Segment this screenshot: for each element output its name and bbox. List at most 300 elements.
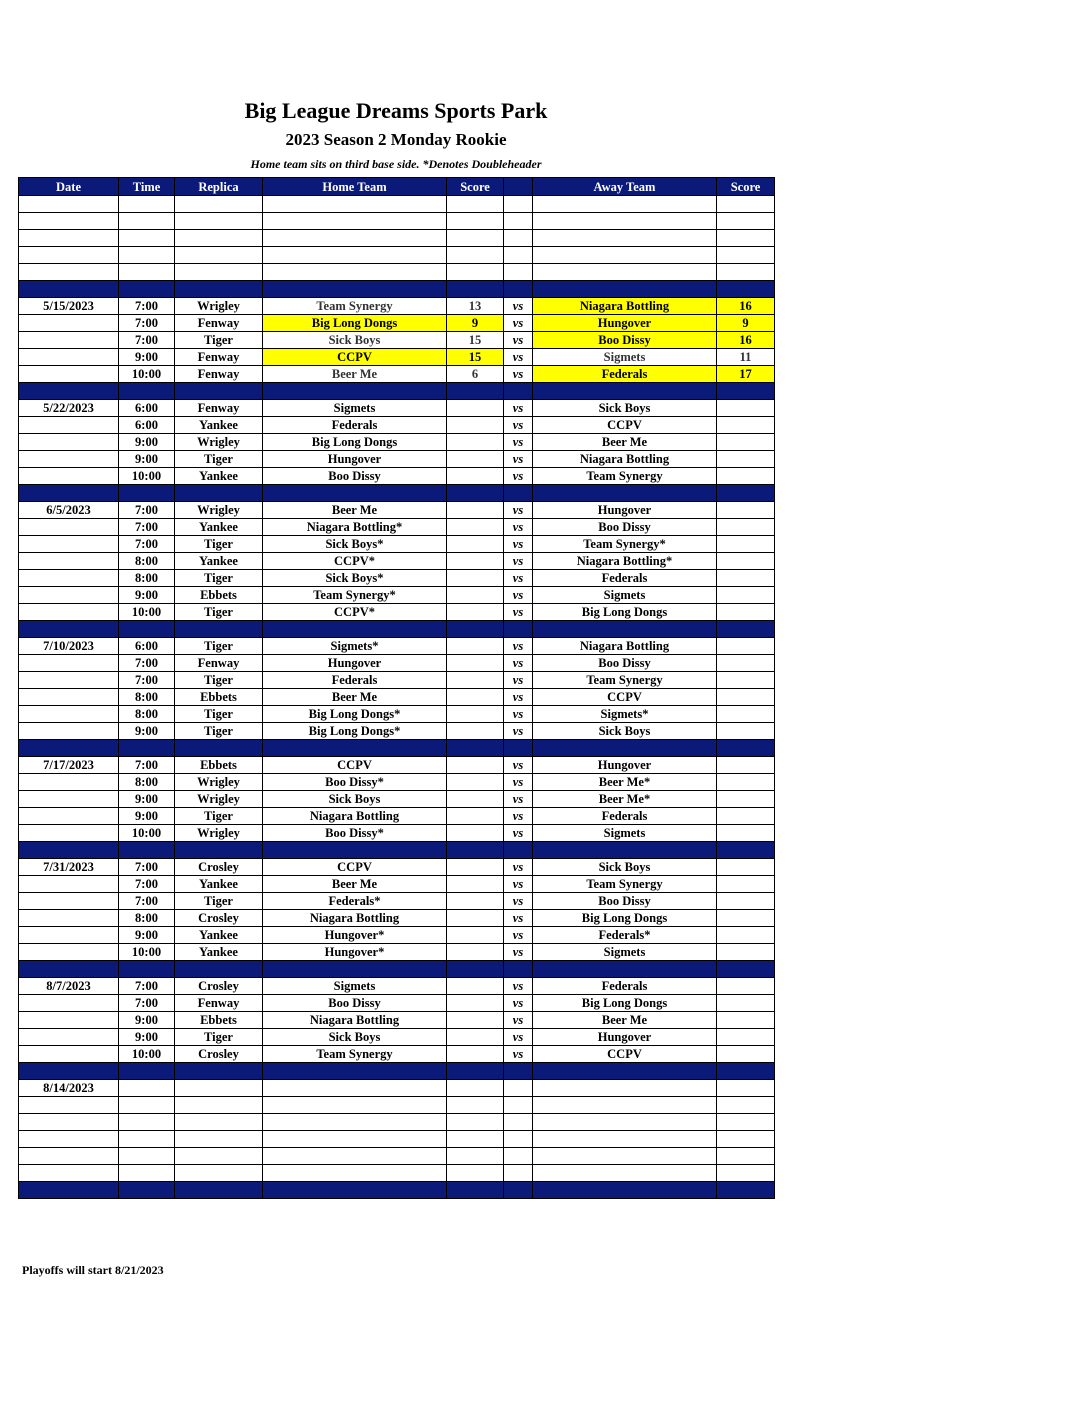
date-cell	[19, 961, 119, 978]
home-team-cell	[263, 196, 447, 213]
game-row	[19, 400, 775, 417]
away-score-cell	[717, 689, 775, 706]
away-team-cell: Team Synergy	[533, 468, 717, 485]
replica-cell	[175, 230, 263, 247]
away-team-cell	[533, 1148, 717, 1165]
away-score-cell	[717, 706, 775, 723]
vs-cell: vs	[504, 927, 533, 944]
vs-cell: vs	[504, 893, 533, 910]
date-cell	[19, 332, 119, 349]
date-cell	[19, 485, 119, 502]
away-score-cell	[717, 995, 775, 1012]
replica-cell: Wrigley	[175, 791, 263, 808]
date-cell	[19, 196, 119, 213]
time-cell: 10:00	[119, 468, 175, 485]
game-row	[19, 1029, 775, 1046]
vs-cell: vs	[504, 944, 533, 961]
away-team-cell: CCPV	[533, 689, 717, 706]
vs-cell: vs	[504, 655, 533, 672]
home-team-cell	[263, 1182, 447, 1199]
home-team-cell: Beer Me	[263, 689, 447, 706]
vs-cell: vs	[504, 536, 533, 553]
time-cell: 8:00	[119, 570, 175, 587]
away-team-cell: Federals	[533, 978, 717, 995]
vs-cell: vs	[504, 910, 533, 927]
replica-cell: Tiger	[175, 672, 263, 689]
time-cell: 8:00	[119, 706, 175, 723]
away-team-cell	[533, 961, 717, 978]
away-score-cell	[717, 621, 775, 638]
home-team-cell	[263, 1165, 447, 1182]
away-team-cell: CCPV	[533, 1046, 717, 1063]
away-score-cell	[717, 740, 775, 757]
home-team-cell: Boo Dissy	[263, 468, 447, 485]
away-score-cell	[717, 774, 775, 791]
date-cell	[19, 927, 119, 944]
week-separator-row	[19, 1063, 775, 1080]
time-cell	[119, 1131, 175, 1148]
away-team-cell: Federals*	[533, 927, 717, 944]
vs-cell: vs	[504, 757, 533, 774]
vs-cell	[504, 281, 533, 298]
vs-cell: vs	[504, 995, 533, 1012]
away-team-cell: Niagara Bottling*	[533, 553, 717, 570]
time-cell: 7:00	[119, 859, 175, 876]
home-score-cell	[447, 1165, 504, 1182]
away-team-cell	[533, 196, 717, 213]
vs-cell	[504, 1131, 533, 1148]
date-row	[19, 1080, 775, 1097]
away-team-cell	[533, 230, 717, 247]
home-team-cell: Federals*	[263, 893, 447, 910]
replica-cell	[175, 1080, 263, 1097]
replica-cell	[175, 196, 263, 213]
game-row	[19, 1012, 775, 1029]
time-cell: 9:00	[119, 349, 175, 366]
vs-cell	[504, 485, 533, 502]
vs-cell: vs	[504, 502, 533, 519]
game-row	[19, 638, 775, 655]
home-score-cell	[447, 859, 504, 876]
game-row	[19, 332, 775, 349]
away-score-cell	[717, 553, 775, 570]
replica-cell	[175, 1063, 263, 1080]
home-score-cell	[447, 910, 504, 927]
schedule-table	[18, 177, 775, 1199]
vs-cell: vs	[504, 1012, 533, 1029]
game-row	[19, 978, 775, 995]
home-team-cell: Sick Boys*	[263, 536, 447, 553]
away-team-cell: Boo Dissy	[533, 655, 717, 672]
replica-cell: Wrigley	[175, 774, 263, 791]
time-cell	[119, 961, 175, 978]
away-team-cell	[533, 281, 717, 298]
date-cell	[19, 706, 119, 723]
date-cell	[19, 689, 119, 706]
time-cell: 7:00	[119, 298, 175, 315]
vs-cell	[504, 1148, 533, 1165]
away-score-cell	[717, 961, 775, 978]
game-row	[19, 349, 775, 366]
replica-cell: Fenway	[175, 655, 263, 672]
date-cell: 5/15/2023	[19, 298, 119, 315]
replica-cell	[175, 383, 263, 400]
time-cell: 9:00	[119, 587, 175, 604]
vs-cell	[504, 247, 533, 264]
away-team-cell: Boo Dissy	[533, 332, 717, 349]
vs-cell: vs	[504, 706, 533, 723]
away-score-cell	[717, 604, 775, 621]
time-cell: 7:00	[119, 519, 175, 536]
away-team-cell: CCPV	[533, 417, 717, 434]
replica-cell	[175, 1165, 263, 1182]
home-team-cell	[263, 281, 447, 298]
vs-cell	[504, 1182, 533, 1199]
vs-cell: vs	[504, 587, 533, 604]
replica-cell	[175, 281, 263, 298]
home-score-cell	[447, 978, 504, 995]
away-score-cell	[717, 434, 775, 451]
header-row	[19, 178, 775, 196]
home-score-cell	[447, 400, 504, 417]
away-score-cell	[717, 791, 775, 808]
home-score-cell	[447, 825, 504, 842]
header-time: Time	[119, 178, 175, 196]
home-team-cell	[263, 213, 447, 230]
home-team-cell: CCPV	[263, 349, 447, 366]
date-cell: 7/17/2023	[19, 757, 119, 774]
page-subtitle: 2023 Season 2 Monday Rookie	[285, 130, 507, 149]
empty-row	[19, 247, 775, 264]
time-cell: 9:00	[119, 791, 175, 808]
header-home-team: Home Team	[263, 178, 447, 196]
game-row	[19, 995, 775, 1012]
away-score-cell	[717, 213, 775, 230]
away-team-cell: Beer Me	[533, 1012, 717, 1029]
home-team-cell	[263, 740, 447, 757]
home-score-cell	[447, 961, 504, 978]
home-score-cell	[447, 553, 504, 570]
replica-cell	[175, 1182, 263, 1199]
replica-cell: Tiger	[175, 536, 263, 553]
replica-cell: Yankee	[175, 468, 263, 485]
home-score-cell	[447, 774, 504, 791]
away-score-cell	[717, 587, 775, 604]
game-row	[19, 825, 775, 842]
away-team-cell: Boo Dissy	[533, 519, 717, 536]
home-score-cell: 9	[447, 315, 504, 332]
home-score-cell	[447, 944, 504, 961]
time-cell	[119, 383, 175, 400]
game-row	[19, 604, 775, 621]
time-cell: 7:00	[119, 672, 175, 689]
away-team-cell: Hungover	[533, 1029, 717, 1046]
home-team-cell	[263, 842, 447, 859]
header-away-team: Away Team	[533, 178, 717, 196]
away-team-cell: Beer Me	[533, 434, 717, 451]
home-team-cell: Boo Dissy	[263, 995, 447, 1012]
away-team-cell: Sigmets	[533, 825, 717, 842]
home-score-cell	[447, 1046, 504, 1063]
away-team-cell: Niagara Bottling	[533, 638, 717, 655]
home-score-cell	[447, 230, 504, 247]
time-cell: 8:00	[119, 774, 175, 791]
home-team-cell: Big Long Dongs*	[263, 706, 447, 723]
date-cell	[19, 774, 119, 791]
away-score-cell	[717, 1029, 775, 1046]
game-row	[19, 893, 775, 910]
date-cell	[19, 468, 119, 485]
replica-cell: Tiger	[175, 604, 263, 621]
vs-cell	[504, 383, 533, 400]
replica-cell: Yankee	[175, 944, 263, 961]
away-team-cell: Big Long Dongs	[533, 604, 717, 621]
replica-cell	[175, 740, 263, 757]
game-row	[19, 723, 775, 740]
replica-cell: Tiger	[175, 723, 263, 740]
away-score-cell	[717, 842, 775, 859]
week-separator-row	[19, 383, 775, 400]
away-score-cell	[717, 859, 775, 876]
home-team-cell: Sick Boys*	[263, 570, 447, 587]
away-score-cell	[717, 1046, 775, 1063]
home-team-cell: Boo Dissy*	[263, 774, 447, 791]
away-score-cell	[717, 927, 775, 944]
home-team-cell	[263, 1080, 447, 1097]
home-score-cell	[447, 672, 504, 689]
header-home-score: Score	[447, 178, 504, 196]
away-score-cell	[717, 417, 775, 434]
vs-cell: vs	[504, 1046, 533, 1063]
home-score-cell	[447, 1080, 504, 1097]
replica-cell	[175, 1148, 263, 1165]
away-score-cell	[717, 196, 775, 213]
date-cell	[19, 791, 119, 808]
vs-cell: vs	[504, 400, 533, 417]
home-team-cell: Sigmets	[263, 400, 447, 417]
home-team-cell: Boo Dissy*	[263, 825, 447, 842]
empty-row	[19, 264, 775, 281]
away-team-cell: Niagara Bottling	[533, 298, 717, 315]
home-score-cell	[447, 570, 504, 587]
away-score-cell	[717, 1063, 775, 1080]
away-team-cell: Sigmets	[533, 944, 717, 961]
away-team-cell: Team Synergy*	[533, 536, 717, 553]
time-cell: 7:00	[119, 502, 175, 519]
away-team-cell: Beer Me*	[533, 791, 717, 808]
header-replica: Replica	[175, 178, 263, 196]
date-cell	[19, 536, 119, 553]
replica-cell: Tiger	[175, 706, 263, 723]
date-cell	[19, 1182, 119, 1199]
away-score-cell	[717, 536, 775, 553]
date-cell	[19, 995, 119, 1012]
home-team-cell	[263, 1097, 447, 1114]
date-cell: 7/10/2023	[19, 638, 119, 655]
home-team-cell: Big Long Dongs*	[263, 723, 447, 740]
replica-cell: Fenway	[175, 349, 263, 366]
time-cell	[119, 281, 175, 298]
time-cell	[119, 1097, 175, 1114]
away-team-cell: Sigmets*	[533, 706, 717, 723]
replica-cell	[175, 1097, 263, 1114]
vs-cell: vs	[504, 332, 533, 349]
date-cell	[19, 383, 119, 400]
home-team-cell: Beer Me	[263, 876, 447, 893]
replica-cell	[175, 961, 263, 978]
vs-cell: vs	[504, 349, 533, 366]
away-score-cell	[717, 281, 775, 298]
schedule-body	[19, 196, 775, 1199]
game-row	[19, 502, 775, 519]
away-team-cell	[533, 1182, 717, 1199]
game-row	[19, 451, 775, 468]
home-score-cell	[447, 757, 504, 774]
away-score-cell	[717, 910, 775, 927]
vs-cell	[504, 196, 533, 213]
home-team-cell: Team Synergy	[263, 298, 447, 315]
time-cell	[119, 264, 175, 281]
replica-cell: Wrigley	[175, 502, 263, 519]
replica-cell: Fenway	[175, 366, 263, 383]
date-cell	[19, 740, 119, 757]
replica-cell: Yankee	[175, 519, 263, 536]
away-team-cell: Big Long Dongs	[533, 910, 717, 927]
home-team-cell: CCPV	[263, 859, 447, 876]
game-row	[19, 1046, 775, 1063]
away-score-cell	[717, 400, 775, 417]
replica-cell: Crosley	[175, 1046, 263, 1063]
header-away-score: Score	[717, 178, 775, 196]
week-separator-row	[19, 1182, 775, 1199]
home-score-cell	[447, 706, 504, 723]
away-team-cell: Federals	[533, 808, 717, 825]
date-cell	[19, 1114, 119, 1131]
empty-row	[19, 1148, 775, 1165]
game-row	[19, 570, 775, 587]
away-score-cell	[717, 1012, 775, 1029]
game-row	[19, 553, 775, 570]
time-cell: 10:00	[119, 1046, 175, 1063]
replica-cell	[175, 621, 263, 638]
time-cell: 6:00	[119, 417, 175, 434]
game-row	[19, 876, 775, 893]
away-score-cell: 16	[717, 332, 775, 349]
time-cell: 8:00	[119, 689, 175, 706]
home-team-cell: Hungover*	[263, 944, 447, 961]
home-score-cell	[447, 1063, 504, 1080]
home-team-cell: Niagara Bottling	[263, 910, 447, 927]
time-cell: 9:00	[119, 808, 175, 825]
game-row	[19, 536, 775, 553]
vs-cell	[504, 213, 533, 230]
home-team-cell: Sick Boys	[263, 791, 447, 808]
away-score-cell	[717, 723, 775, 740]
time-cell	[119, 842, 175, 859]
home-score-cell	[447, 434, 504, 451]
home-score-cell	[447, 876, 504, 893]
replica-cell: Tiger	[175, 893, 263, 910]
away-score-cell	[717, 519, 775, 536]
vs-cell: vs	[504, 638, 533, 655]
date-cell	[19, 1165, 119, 1182]
replica-cell: Crosley	[175, 859, 263, 876]
time-cell	[119, 230, 175, 247]
away-team-cell: Sick Boys	[533, 400, 717, 417]
game-row	[19, 910, 775, 927]
game-row	[19, 366, 775, 383]
time-cell: 7:00	[119, 995, 175, 1012]
date-cell	[19, 315, 119, 332]
away-score-cell	[717, 1182, 775, 1199]
away-team-cell	[533, 264, 717, 281]
time-cell	[119, 1182, 175, 1199]
away-score-cell	[717, 247, 775, 264]
away-team-cell: Boo Dissy	[533, 893, 717, 910]
away-score-cell	[717, 570, 775, 587]
date-cell	[19, 621, 119, 638]
away-score-cell	[717, 1114, 775, 1131]
away-team-cell	[533, 1165, 717, 1182]
replica-cell: Fenway	[175, 315, 263, 332]
home-score-cell: 15	[447, 332, 504, 349]
vs-cell	[504, 740, 533, 757]
home-score-cell	[447, 893, 504, 910]
away-score-cell	[717, 485, 775, 502]
home-team-cell	[263, 1148, 447, 1165]
home-score-cell	[447, 485, 504, 502]
week-separator-row	[19, 842, 775, 859]
game-row	[19, 519, 775, 536]
date-cell	[19, 1148, 119, 1165]
away-team-cell: Sigmets	[533, 587, 717, 604]
away-score-cell: 17	[717, 366, 775, 383]
replica-cell	[175, 485, 263, 502]
home-team-cell	[263, 1131, 447, 1148]
away-score-cell	[717, 757, 775, 774]
home-team-cell	[263, 485, 447, 502]
home-score-cell	[447, 264, 504, 281]
home-score-cell	[447, 1097, 504, 1114]
away-score-cell: 16	[717, 298, 775, 315]
vs-cell: vs	[504, 672, 533, 689]
replica-cell: Crosley	[175, 910, 263, 927]
home-team-cell: Federals	[263, 417, 447, 434]
replica-cell	[175, 1114, 263, 1131]
away-team-cell	[533, 1063, 717, 1080]
playoffs-note: Playoffs will start 8/21/2023	[22, 1263, 164, 1277]
replica-cell: Tiger	[175, 451, 263, 468]
home-score-cell: 13	[447, 298, 504, 315]
date-cell	[19, 587, 119, 604]
vs-cell: vs	[504, 451, 533, 468]
away-team-cell: Sick Boys	[533, 859, 717, 876]
away-team-cell: Sigmets	[533, 349, 717, 366]
away-score-cell	[717, 655, 775, 672]
date-cell	[19, 1063, 119, 1080]
away-team-cell	[533, 383, 717, 400]
vs-cell: vs	[504, 417, 533, 434]
vs-cell: vs	[504, 791, 533, 808]
date-cell	[19, 893, 119, 910]
replica-cell: Yankee	[175, 417, 263, 434]
time-cell: 9:00	[119, 434, 175, 451]
replica-cell: Wrigley	[175, 298, 263, 315]
home-team-cell: Niagara Bottling	[263, 808, 447, 825]
date-cell: 7/31/2023	[19, 859, 119, 876]
date-cell	[19, 1029, 119, 1046]
date-cell: 6/5/2023	[19, 502, 119, 519]
